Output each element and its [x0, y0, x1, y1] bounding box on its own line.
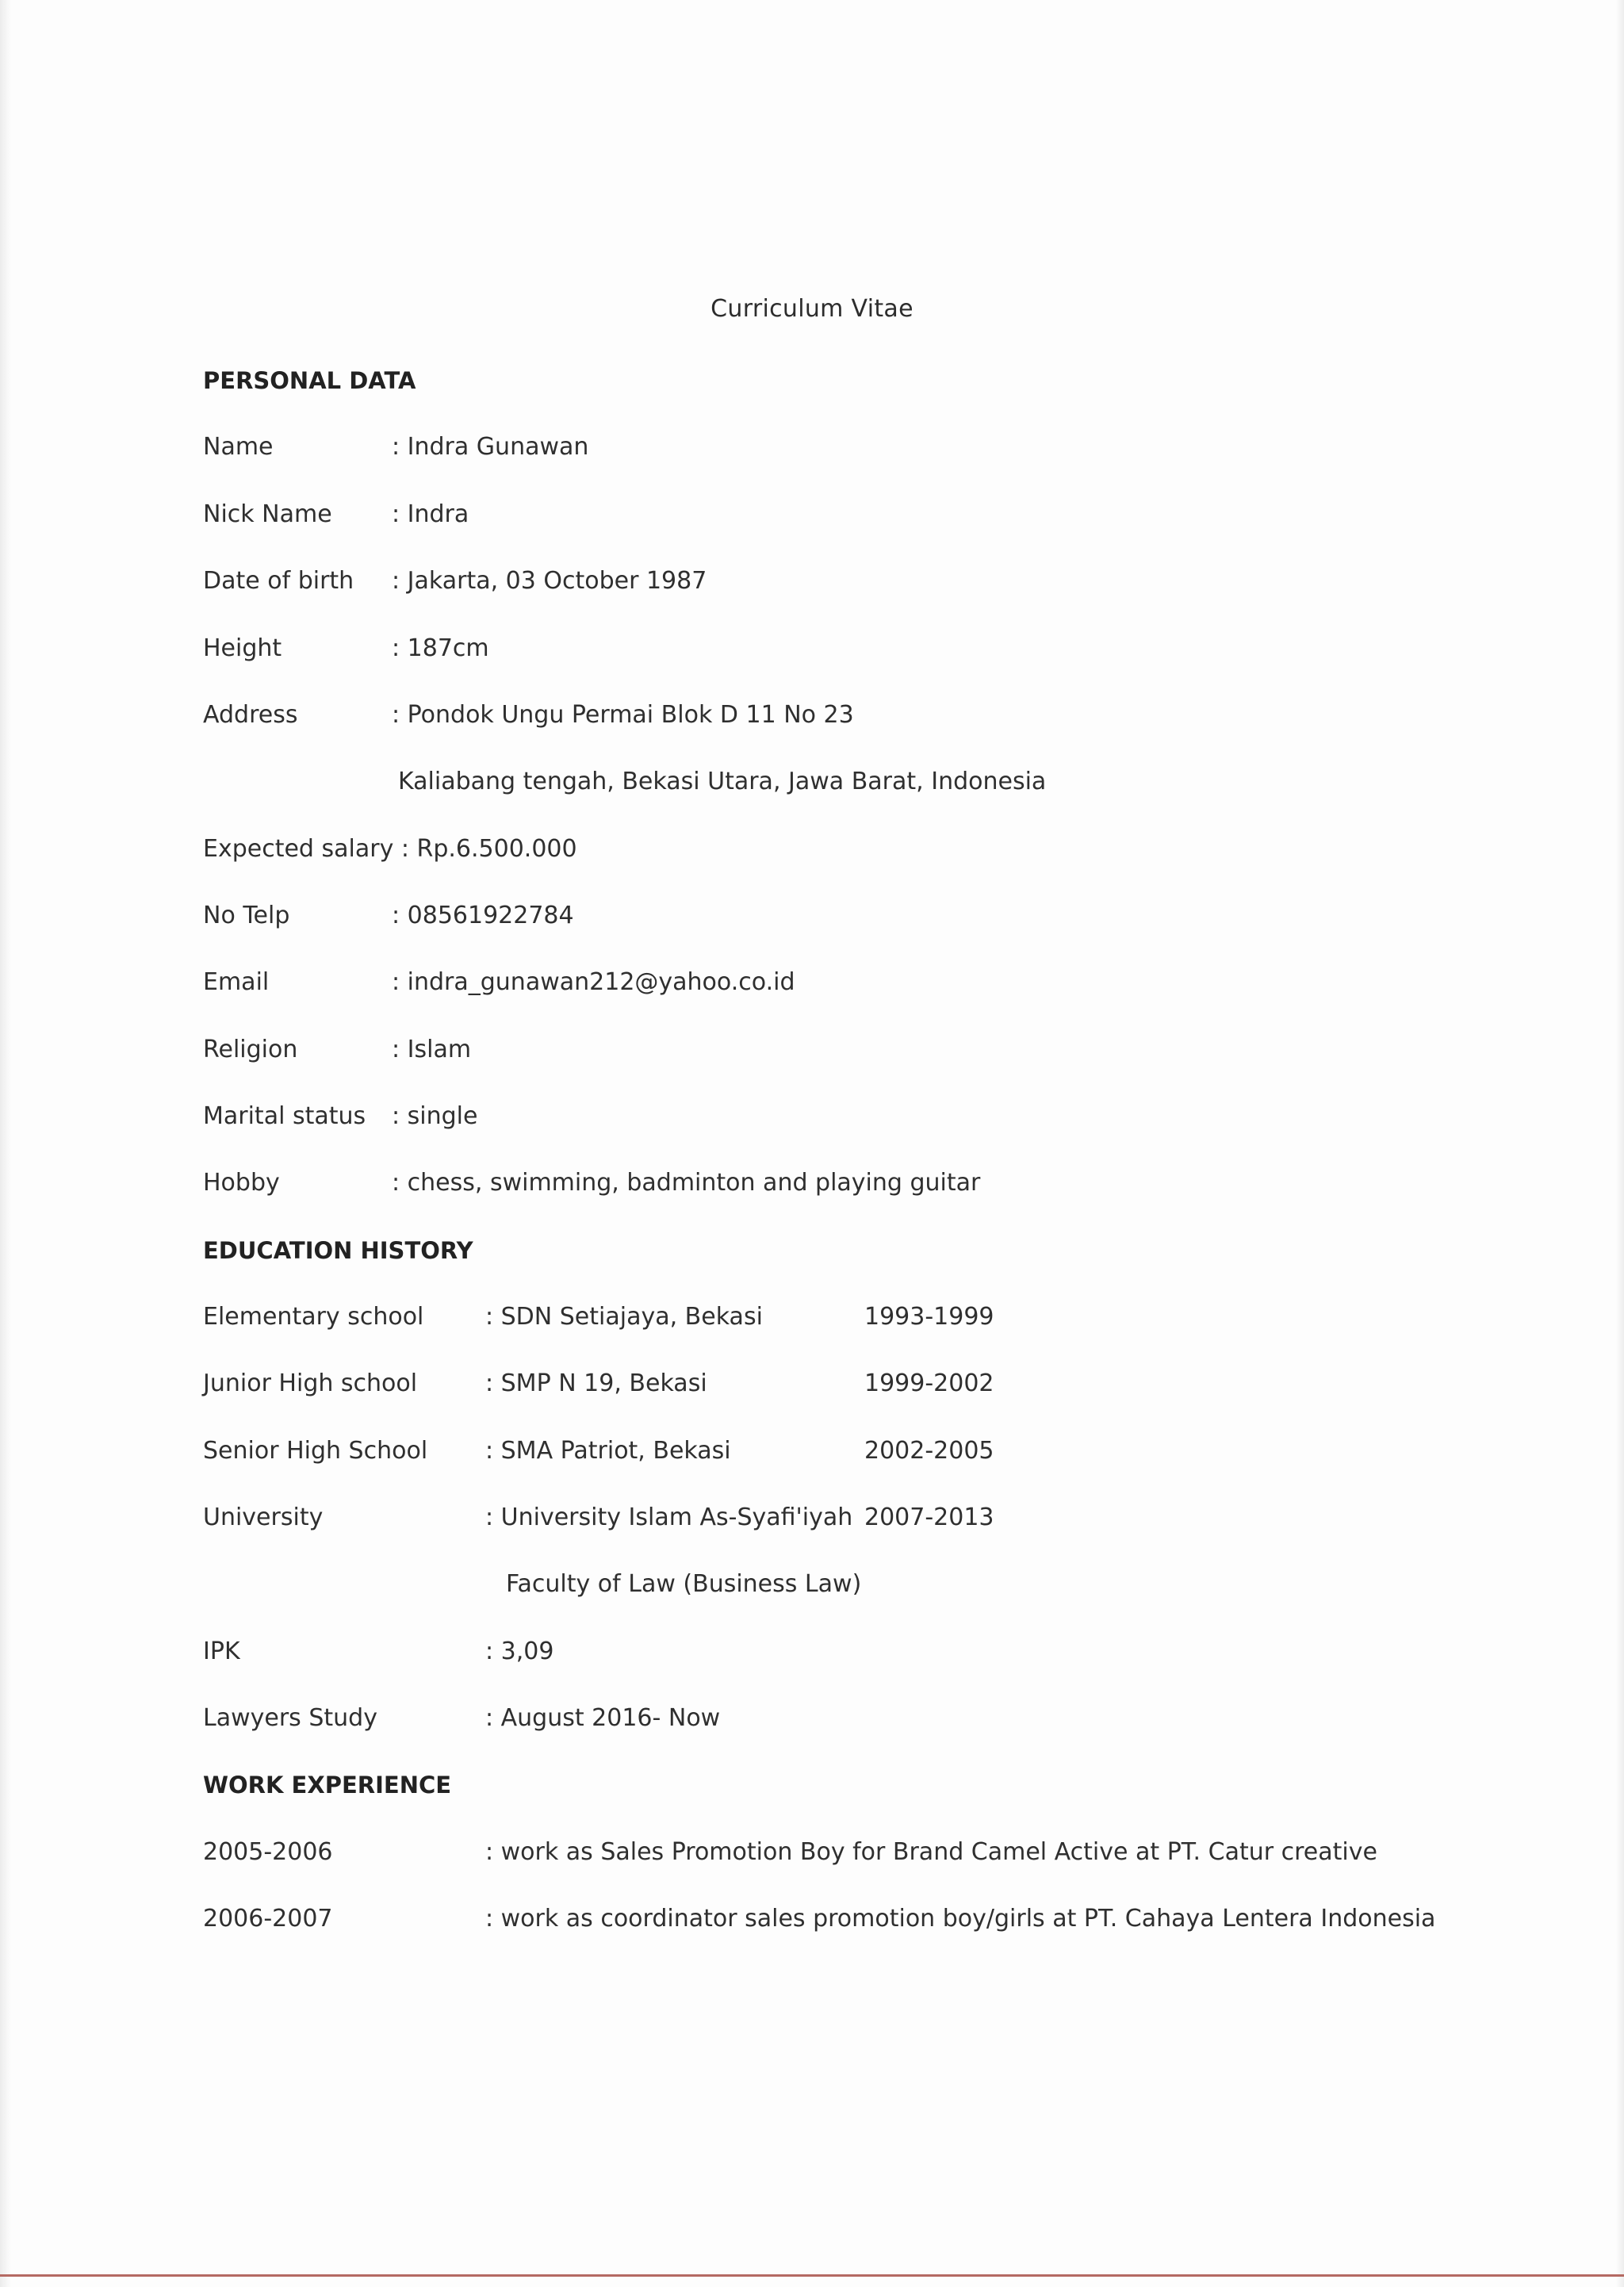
height-label: Height — [203, 634, 282, 662]
religion-label: Religion — [203, 1036, 298, 1063]
nick-name-label: Nick Name — [203, 500, 332, 528]
work-2-description: : work as coordinator sales promotion boy/girls at PT. Cahaya Lentera Indonesia — [485, 1905, 1436, 1933]
telp-label: No Telp — [203, 902, 290, 929]
telp-value: : 08561922784 — [392, 902, 574, 929]
email-value: : indra_gunawan212@yahoo.co.id — [392, 968, 795, 996]
marital-label: Marital status — [203, 1102, 366, 1130]
university-value: : University Islam As-Syafi'iyah — [485, 1504, 853, 1531]
religion-value: : Islam — [392, 1036, 472, 1063]
university-faculty: Faculty of Law (Business Law) — [506, 1570, 862, 1598]
bottom-edge-rule — [0, 2274, 1624, 2277]
name-label: Name — [203, 433, 274, 461]
elementary-year: 1993-1999 — [864, 1303, 994, 1331]
section-work-experience: WORK EXPERIENCE — [203, 1772, 452, 1799]
senior-high-year: 2002-2005 — [864, 1437, 994, 1465]
section-education-history: EDUCATION HISTORY — [203, 1237, 473, 1264]
senior-high-label: Senior High School — [203, 1437, 428, 1465]
lawyers-study-label: Lawyers Study — [203, 1704, 377, 1732]
ipk-label: IPK — [203, 1638, 240, 1665]
junior-high-label: Junior High school — [203, 1370, 418, 1397]
section-personal-data: PERSONAL DATA — [203, 367, 416, 394]
expected-salary-line: Expected salary : Rp.6.500.000 — [203, 835, 577, 863]
document-title: Curriculum Vitae — [710, 295, 914, 323]
height-value: : 187cm — [392, 634, 489, 662]
elementary-value: : SDN Setiajaya, Bekasi — [485, 1303, 763, 1331]
address-value: : Pondok Ungu Permai Blok D 11 No 23 — [392, 701, 854, 729]
elementary-label: Elementary school — [203, 1303, 424, 1331]
ipk-value: : 3,09 — [485, 1638, 554, 1665]
dob-value: : Jakarta, 03 October 1987 — [392, 567, 707, 595]
hobby-value: : chess, swimming, badminton and playing guitar — [392, 1169, 981, 1197]
hobby-label: Hobby — [203, 1169, 280, 1197]
university-year: 2007-2013 — [864, 1504, 994, 1531]
address-continued: Kaliabang tengah, Bekasi Utara, Jawa Barat, Indonesia — [398, 768, 1047, 795]
work-1-description: : work as Sales Promotion Boy for Brand Camel Active at PT. Catur creative — [485, 1838, 1377, 1866]
senior-high-value: : SMA Patriot, Bekasi — [485, 1437, 731, 1465]
nick-name-value: : Indra — [392, 500, 469, 528]
scan-shadow-right — [1616, 0, 1624, 2287]
work-2-years: 2006-2007 — [203, 1905, 333, 1933]
junior-high-year: 1999-2002 — [864, 1370, 994, 1397]
work-1-years: 2005-2006 — [203, 1838, 333, 1866]
email-label: Email — [203, 968, 270, 996]
scan-shadow-left — [0, 0, 11, 2287]
university-label: University — [203, 1504, 324, 1531]
dob-label: Date of birth — [203, 567, 354, 595]
lawyers-study-value: : August 2016- Now — [485, 1704, 721, 1732]
junior-high-value: : SMP N 19, Bekasi — [485, 1370, 707, 1397]
address-label: Address — [203, 701, 298, 729]
marital-value: : single — [392, 1102, 478, 1130]
name-value: : Indra Gunawan — [392, 433, 589, 461]
